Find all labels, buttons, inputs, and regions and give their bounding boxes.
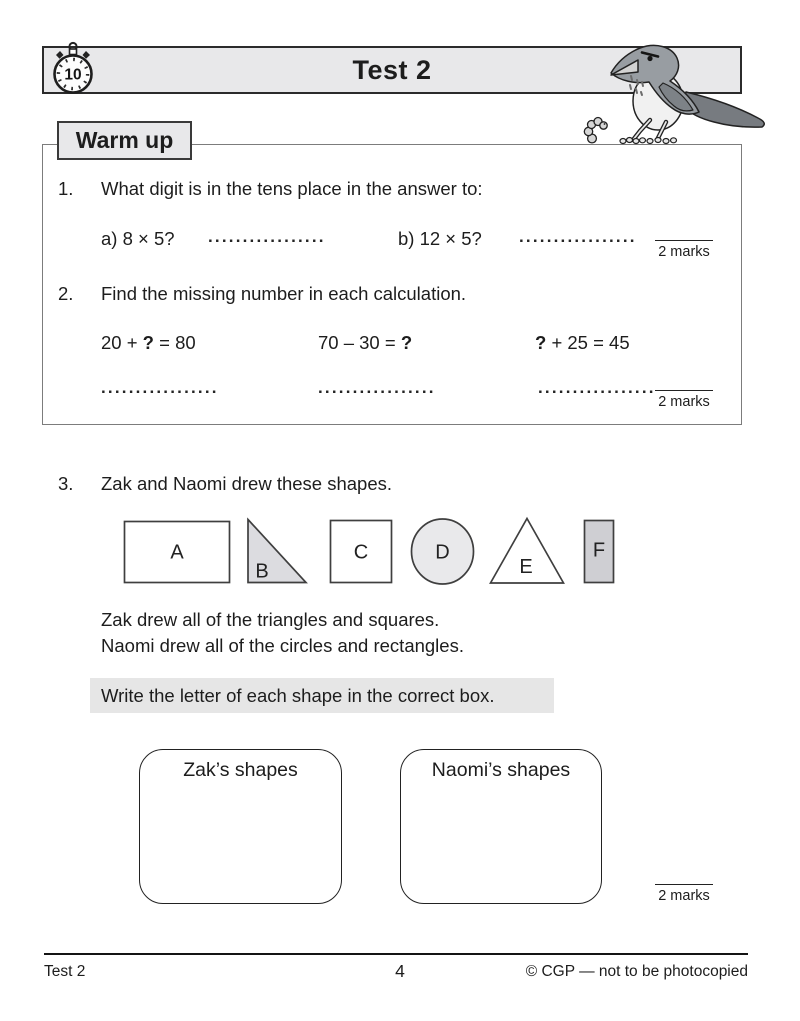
instruction-highlight: Write the letter of each shape in the correct box. (90, 678, 554, 713)
missing-number-mark: ? (535, 332, 547, 353)
footer-test-label: Test 2 (44, 963, 86, 980)
question-3-prompt: Zak and Naomi drew these shapes. (101, 473, 393, 494)
question-1b-answer-line[interactable]: ................. (519, 227, 637, 246)
equation-2-answer-line[interactable]: ................. (318, 378, 436, 397)
page-title: Test 2 (352, 55, 432, 85)
shapes-row (120, 514, 620, 589)
answer-box-naomi[interactable] (400, 749, 602, 904)
equation-3-answer-line[interactable]: ................. (538, 378, 656, 397)
shape-a-label: A (170, 541, 184, 564)
footer-copyright: © CGP — not to be photocopied (525, 963, 748, 980)
question-1-number: 1. (58, 178, 74, 199)
shape-e-label: E (519, 556, 533, 578)
bird-illustration (578, 34, 776, 146)
question-1a-answer-line[interactable]: ................. (208, 227, 326, 246)
question-1-marks-badge: 2 marks (655, 240, 713, 260)
equation-2: 70 – 30 = ? (318, 332, 413, 353)
question-3-marks-badge: 2 marks (655, 884, 713, 904)
footer-page-number: 4 (395, 961, 405, 981)
question-1-prompt: What digit is in the tens place in the answer to: (101, 178, 483, 199)
footer-divider (44, 953, 748, 955)
question-3-number: 3. (58, 473, 74, 494)
stopwatch-timer-icon (49, 41, 97, 97)
question-2-number: 2. (58, 283, 74, 304)
missing-number-mark: ? (142, 332, 154, 353)
equation-1: 20 + ? = 80 (101, 332, 196, 353)
question-2-prompt: Find the missing number in each calculation. (101, 283, 467, 304)
answer-box-zak[interactable] (139, 749, 342, 904)
timer-minutes-value: 10 (64, 66, 82, 84)
shape-d-label: D (435, 541, 450, 564)
question-1a-label: a) 8 × 5? (101, 228, 175, 249)
worm-illustration (584, 118, 607, 143)
shape-f-label: F (592, 539, 606, 562)
missing-number-mark: ? (400, 332, 413, 353)
answer-box-zak-title: Zak’s shapes (183, 759, 298, 781)
equation-1-answer-line[interactable]: ................. (101, 378, 219, 397)
shape-c-label: C (353, 541, 369, 564)
shape-b-label: B (255, 560, 269, 583)
warm-up-label: Warm up (57, 121, 192, 160)
question-2-marks-badge: 2 marks (655, 390, 713, 410)
answer-box-naomi-title: Naomi’s shapes (431, 759, 571, 781)
equation-3: ? + 25 = 45 (535, 332, 630, 353)
question-1b-label: b) 12 × 5? (398, 228, 482, 249)
statement-zak: Zak drew all of the triangles and squares. (101, 609, 440, 630)
statement-naomi: Naomi drew all of the circles and rectangles. (101, 635, 464, 656)
